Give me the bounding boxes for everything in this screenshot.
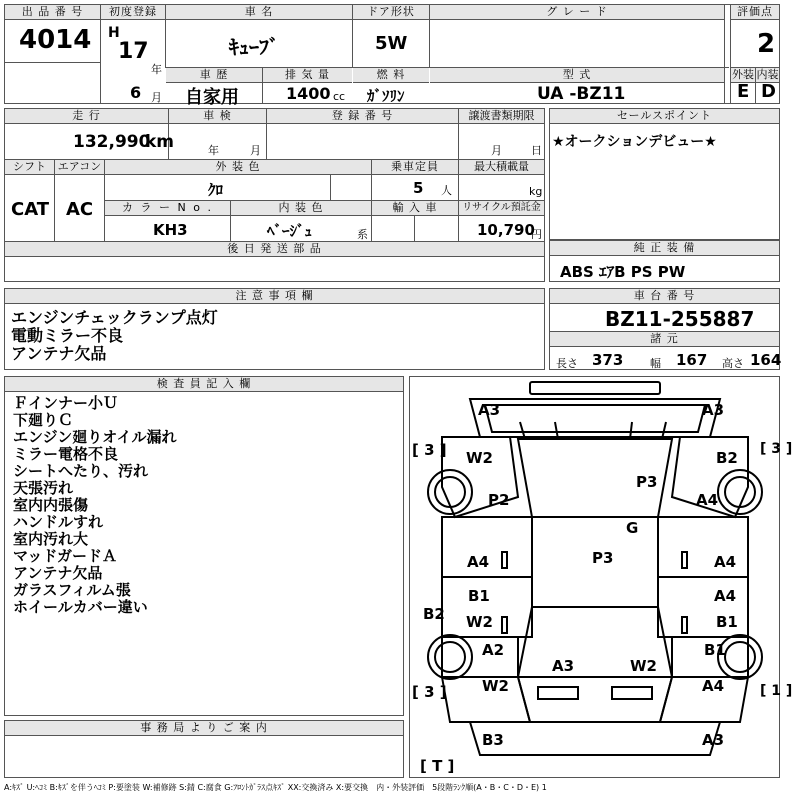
damage-mark: A4 xyxy=(714,553,737,571)
capacity-value: 5 xyxy=(413,179,424,197)
damage-mark: A3 xyxy=(478,401,501,419)
damage-mark: A2 xyxy=(482,641,505,659)
length-label: 長さ xyxy=(556,357,578,370)
inspector-line: アンテナ欠品 xyxy=(13,564,103,582)
color-label: 外 装 色 xyxy=(105,160,371,175)
damage-mark: A3 xyxy=(702,731,725,749)
bracket-mark: [ 3 ] xyxy=(412,441,447,459)
chassis-label: 車 台 番 号 xyxy=(550,289,779,304)
inspector-line: ミラー電格不良 xyxy=(13,445,119,463)
transfer-month: 月 xyxy=(491,144,502,157)
ext-value: E xyxy=(737,81,750,102)
fuel-label: 燃 料 xyxy=(353,68,429,83)
inspect-month: 月 xyxy=(250,144,261,157)
inspector-line: シートへたり、汚れ xyxy=(13,462,149,480)
inspector-line: Ｆインナー小Ｕ xyxy=(13,394,119,412)
car-outline xyxy=(410,377,779,777)
lot-label: 出 品 番 号 xyxy=(5,5,100,20)
reg-era: H xyxy=(108,25,120,41)
shift-value: CAT xyxy=(11,199,50,220)
legend: A:ｷｽﾞ U:ﾍｺﾐ B:ｷｽﾞを伴うﾍｺﾐ P:要塗装 W:補修跡 S:錆 C:腐食 G:ﾌﾛﾝﾄｶﾞﾗｽ点ｷｽﾞ XX:交換済み X:要交換 内・外装評価 5段階ﾗﾝｸ順(A・B・C・D・E) 1 xyxy=(4,783,547,792)
damage-mark: P3 xyxy=(636,473,658,491)
damage-mark: B2 xyxy=(716,449,738,467)
damage-mark: G xyxy=(626,519,639,537)
width-label: 幅 xyxy=(650,357,661,370)
ext-label: 外装 xyxy=(732,68,754,81)
colorno-label: カ ラ ー N o . xyxy=(105,201,230,216)
damage-mark: W2 xyxy=(466,449,493,467)
month-value: 6 xyxy=(130,83,142,102)
damage-mark: B2 xyxy=(423,605,445,623)
sales-label: セールスポイント xyxy=(550,109,779,124)
note-line: エンジンチェックランプ点灯 xyxy=(11,308,218,327)
int-label: 内装 xyxy=(756,68,779,81)
damage-mark: W2 xyxy=(466,613,493,631)
score-value: 2 xyxy=(757,29,776,59)
shift-label: シフト xyxy=(5,160,54,175)
plate-label: 登 録 番 号 xyxy=(267,109,458,124)
bracket-mark: [ T ] xyxy=(420,757,455,775)
damage-mark: B1 xyxy=(704,641,726,659)
model-label: 型 式 xyxy=(430,68,724,83)
inspect-label: 車 検 xyxy=(169,109,266,124)
ac-label: エアコン xyxy=(55,160,104,175)
damage-mark: A4 xyxy=(714,587,737,605)
inspector-line: 天張汚れ xyxy=(13,479,74,497)
damage-mark: B3 xyxy=(482,731,504,749)
damage-mark: A3 xyxy=(702,401,725,419)
sales-point-block xyxy=(549,108,780,240)
inspector-line: ホイールカバー違い xyxy=(13,598,148,616)
header-block xyxy=(4,4,780,108)
name-label: 車 名 xyxy=(166,5,352,20)
color-value: ｸﾛ xyxy=(208,181,224,199)
inspector-block xyxy=(4,376,404,716)
inspector-line: 室内内張傷 xyxy=(13,496,89,514)
height-label: 高さ xyxy=(722,357,744,370)
length-value: 373 xyxy=(592,351,624,369)
car-diagram xyxy=(409,376,793,778)
int-value: D xyxy=(761,81,776,102)
inspector-label: 検 査 員 記 入 欄 xyxy=(5,377,403,392)
year-unit: 年 xyxy=(151,63,162,76)
cc-value: 1400 xyxy=(286,84,331,103)
capacity-unit: 人 xyxy=(441,184,452,197)
office-block xyxy=(4,720,404,778)
score-label: 評価点 xyxy=(731,5,779,20)
notes-block xyxy=(4,288,545,370)
door-label: ドア形状 xyxy=(353,5,429,20)
damage-mark: B1 xyxy=(716,613,738,631)
bracket-mark: [ 3 ] xyxy=(412,683,447,701)
spec-label: 諸 元 xyxy=(550,332,779,347)
fuel-value: ｶﾞｿﾘﾝ xyxy=(367,87,405,105)
recycle-unit: 円 xyxy=(531,228,542,241)
inspector-line: ガラスフィルム張 xyxy=(13,581,131,599)
cc-label: 排 気 量 xyxy=(263,68,352,83)
damage-mark: W2 xyxy=(482,677,509,695)
history-value: 自家用 xyxy=(185,87,239,108)
details-block xyxy=(4,108,545,282)
width-value: 167 xyxy=(676,351,708,369)
notes-label: 注 意 事 項 欄 xyxy=(5,289,544,304)
damage-mark: A4 xyxy=(467,553,490,571)
equipment-block xyxy=(549,240,780,282)
transfer-label: 譲渡書類期限 xyxy=(459,109,544,124)
chassis-number: BZ11-255887 xyxy=(605,307,755,331)
equip-label: 純 正 装 備 xyxy=(550,241,779,256)
bracket-mark: [ 1 ] xyxy=(760,683,793,699)
reg-label: 初度登録 xyxy=(101,5,165,20)
damage-mark: B1 xyxy=(468,587,490,605)
intcolor-value: ﾍﾞｰｼﾞｭ xyxy=(267,222,313,240)
transfer-day: 日 xyxy=(531,144,542,157)
capacity-label: 乗車定員 xyxy=(372,160,458,175)
mileage-label: 走 行 xyxy=(5,109,168,124)
door-type: 5W xyxy=(375,33,408,54)
sales-value: ★オークションデビュー★ xyxy=(552,134,717,150)
load-unit: kg xyxy=(529,185,543,198)
colorno-value: KH3 xyxy=(153,221,188,239)
later-parts-label: 後 日 発 送 部 品 xyxy=(5,242,544,257)
damage-mark: A3 xyxy=(552,657,575,675)
damage-mark: P3 xyxy=(592,549,614,567)
damage-mark: A4 xyxy=(702,677,725,695)
bracket-mark: [ 3 ] xyxy=(760,441,793,457)
car-name: ｷｭｰﾌﾞ xyxy=(229,35,279,59)
inspector-line: マッドガードＡ xyxy=(13,547,117,565)
damage-mark: W2 xyxy=(630,657,657,675)
grade-label: グ レ ー ド xyxy=(430,5,724,20)
note-line: アンテナ欠品 xyxy=(11,344,107,363)
office-label: 事 務 局 よ り ご 案 内 xyxy=(5,721,403,736)
height-value: 164 xyxy=(750,351,782,369)
chassis-block xyxy=(549,288,780,370)
inspector-line: 室内汚れ大 xyxy=(13,530,89,548)
month-unit: 月 xyxy=(151,91,162,104)
inspector-line: エンジン廻りオイル漏れ xyxy=(13,428,177,446)
inspector-line: ハンドルすれ xyxy=(13,513,104,531)
cc-unit: cc xyxy=(333,90,346,103)
model-value: UA -BZ11 xyxy=(537,84,626,104)
import-label: 輸 入 車 xyxy=(372,201,458,216)
reg-year: 17 xyxy=(118,39,149,64)
load-label: 最大積載量 xyxy=(459,160,544,175)
damage-mark: A4 xyxy=(696,491,719,509)
damage-mark: P2 xyxy=(488,491,510,509)
ac-value: AC xyxy=(66,199,94,220)
mileage-value: 132,990 xyxy=(73,132,151,152)
inspector-line: 下廻りＣ xyxy=(13,411,74,429)
inspect-year: 年 xyxy=(208,144,219,157)
history-label: 車 歴 xyxy=(166,68,262,83)
equip-value: ABS ｴｱB PS PW xyxy=(560,263,686,281)
intcolor-label: 内 装 色 xyxy=(231,201,371,216)
note-line: 電動ミラー不良 xyxy=(11,326,124,345)
lot-number: 4014 xyxy=(19,25,92,55)
intcolor-unit: 系 xyxy=(357,228,368,241)
recycle-value: 10,790 xyxy=(477,221,535,239)
recycle-label: リサイクル預託金 xyxy=(459,201,544,216)
mileage-unit: km xyxy=(145,132,175,152)
